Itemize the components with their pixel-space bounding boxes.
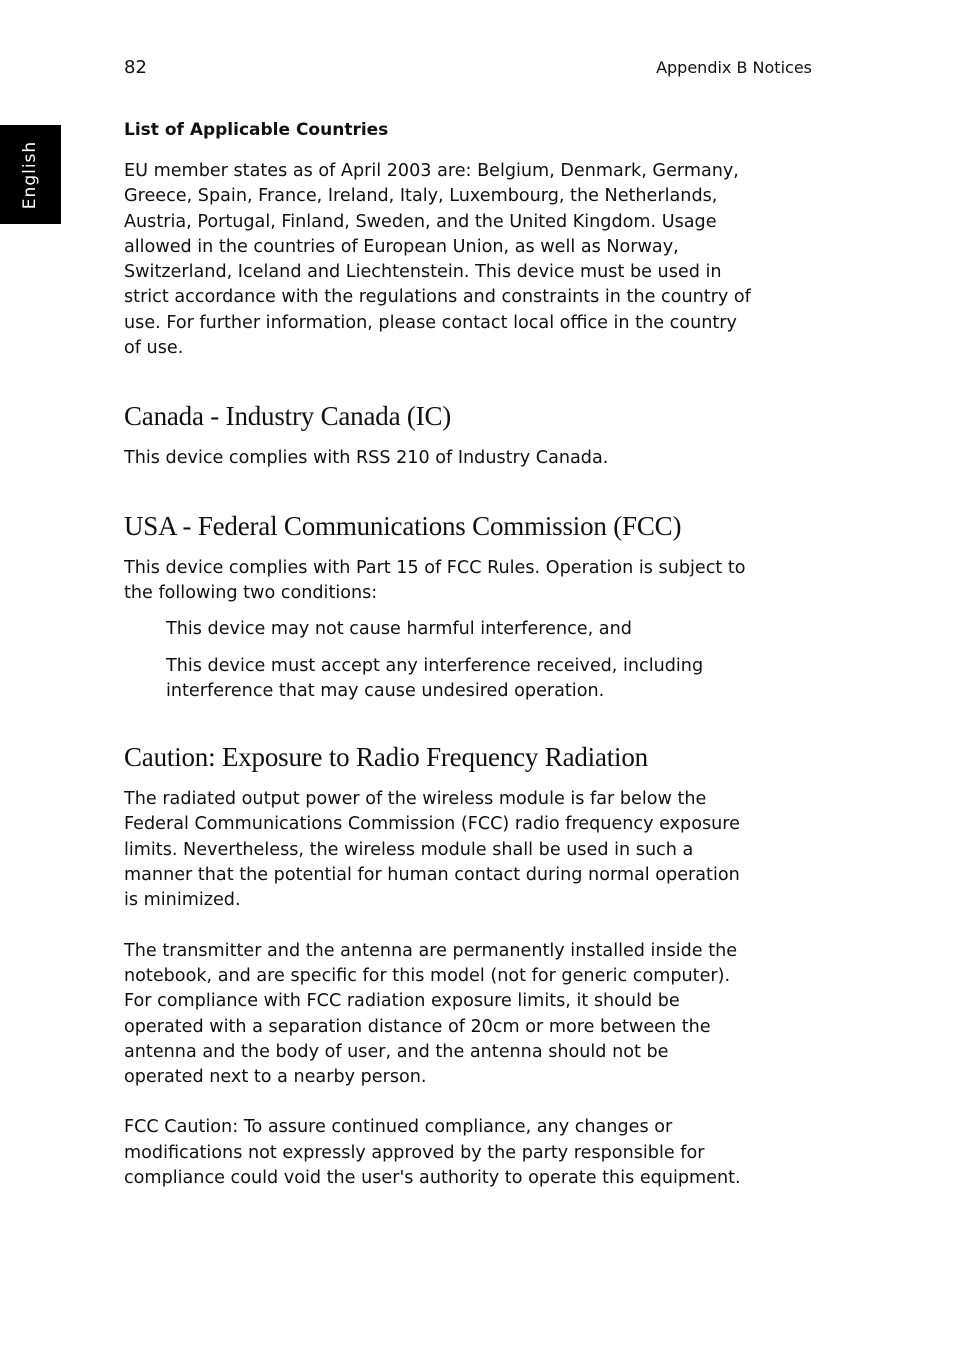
language-tab [0, 125, 61, 224]
countries-title: List of Applicable Countries [124, 120, 389, 140]
caution-paragraph-1: The radiated output power of the wireless module is far below the Federal Communications Commission (FCC) radio frequency exposure limits. Nevertheless, the wireless module shall be used in such a manner that the potential for human contact during normal operation is minimized. [124, 789, 740, 911]
language-tab-label-wrap [0, 125, 61, 224]
page-number: 82 [124, 57, 147, 78]
language-tab-label: English [20, 140, 41, 209]
canada-heading: Canada - Industry Canada (IC) [124, 401, 452, 432]
running-head: Appendix B Notices [656, 58, 812, 77]
fcc-condition-2: This device must accept any interference received, including interference that may cause undesired operation. [166, 655, 704, 701]
caution-paragraph-3: FCC Caution: To assure continued compliance, any changes or modifications not expressly approved by the party responsible for compliance could void the user's authority to operate this equipment. [124, 1117, 741, 1189]
caution-paragraph-2: The transmitter and the antenna are permanently installed inside the notebook, and are specific for this model (not for generic computer). For compliance with FCC radiation exposure limits, it should be operated with a separation distance of 20cm or more between the antenna and the body of user, and the antenna should not be operated next to a nearby person. [124, 940, 738, 1088]
canada-body: This device complies with RSS 210 of Industry Canada. [124, 448, 609, 469]
countries-body: EU member states as of April 2003 are: Belgium, Denmark, Germany, Greece, Spain, France, Ireland, Italy, Luxembourg, the Netherlands, Austria, Portugal, Finland, Sweden, and the United Kingdom. Usage allowed in the countries of European Union, as well as Norway, Switzerland, Iceland and Liechtenstein. This device must be used in strict accordance with the regulations and constraints in the country of use. For further information, please contact local office in the country of use. [124, 161, 751, 359]
page-content [124, 118, 824, 1191]
fcc-body: This device complies with Part 15 of FCC Rules. Operation is subject to the following two conditions: [124, 557, 746, 603]
fcc-condition-1: This device may not cause harmful interference, and [166, 619, 632, 640]
fcc-heading: USA - Federal Communications Commission (FCC) [124, 510, 682, 541]
caution-heading: Caution: Exposure to Radio Frequency Radiation [124, 742, 648, 773]
